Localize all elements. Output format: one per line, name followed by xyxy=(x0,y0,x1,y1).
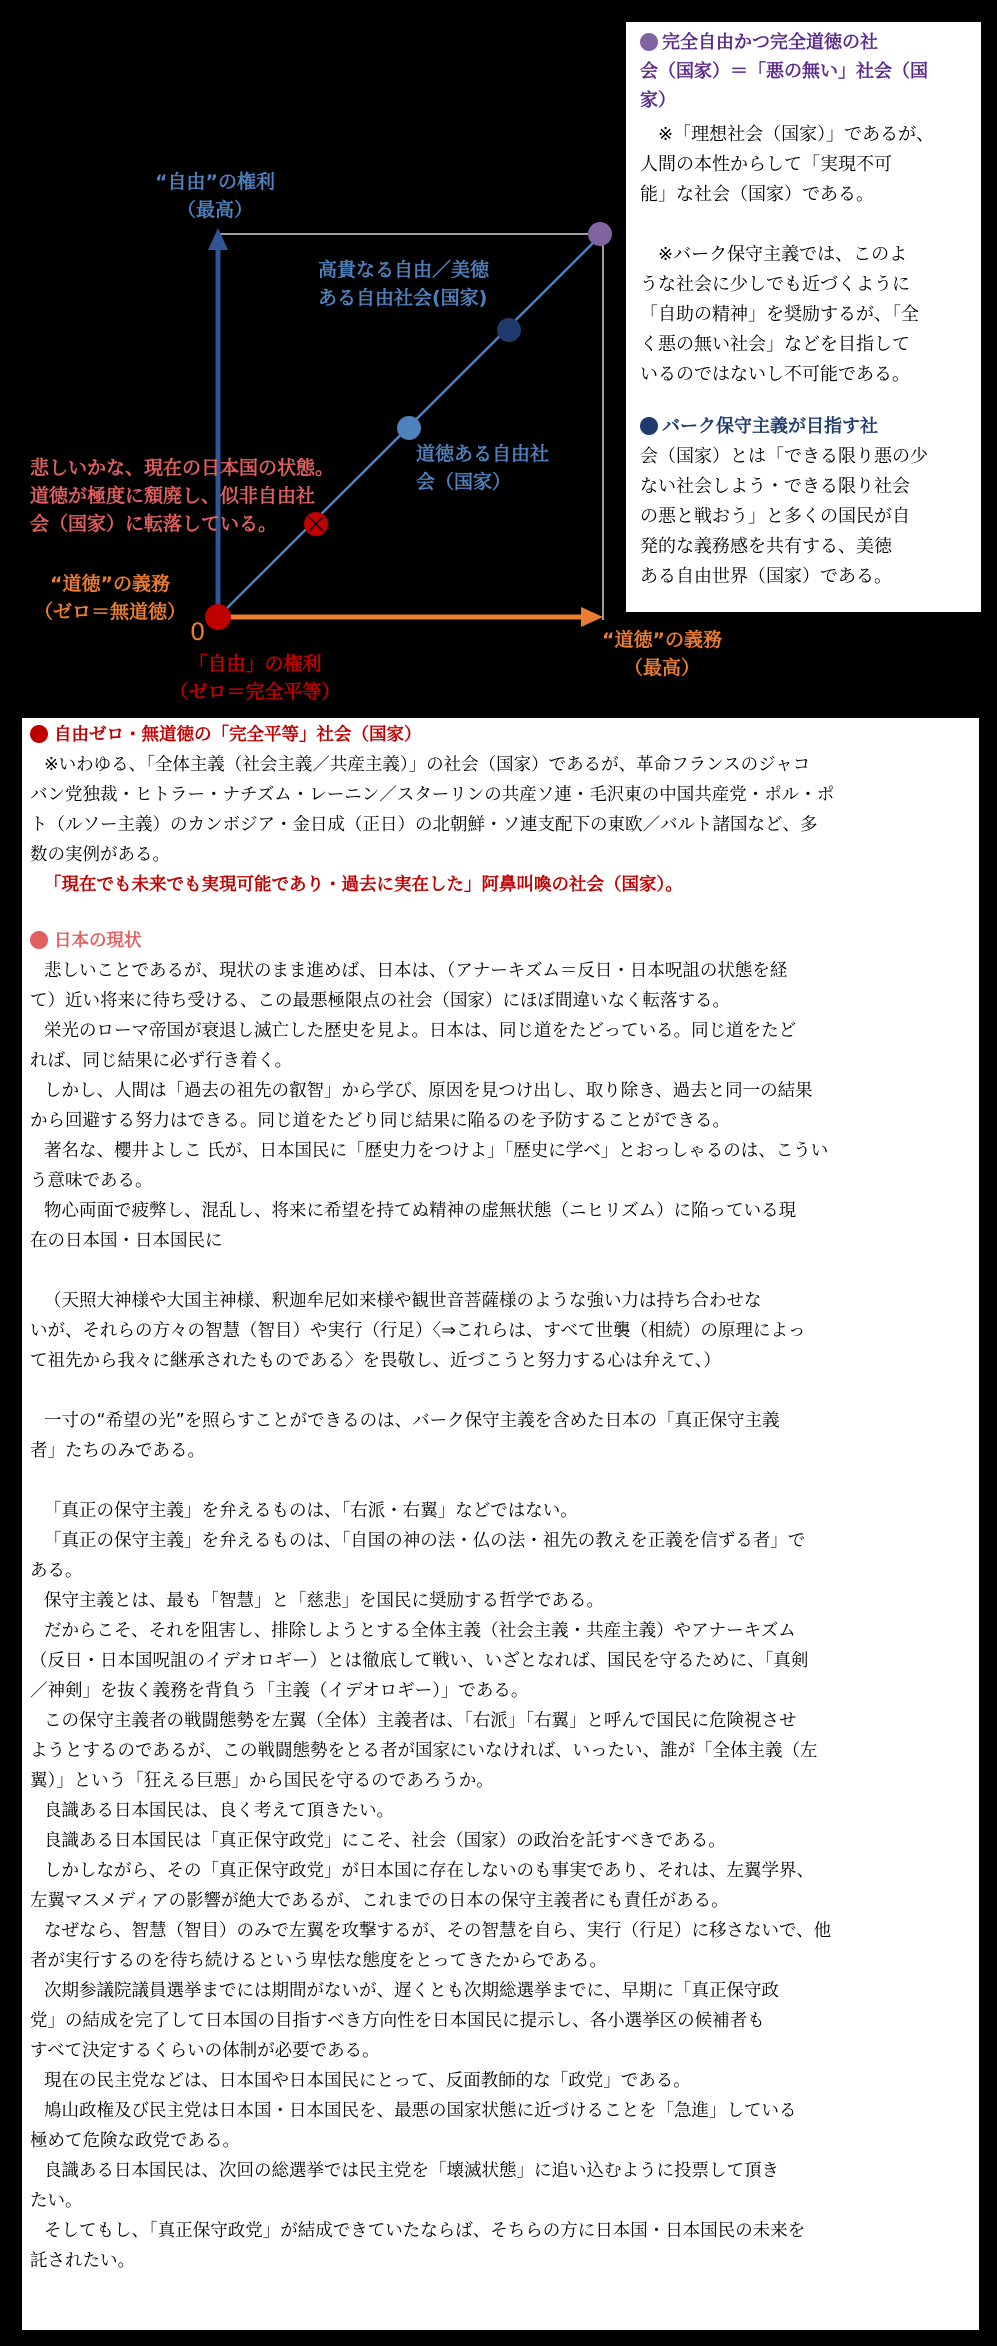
burke-line: く悪の無い社会」などを目指して xyxy=(640,334,910,355)
section-line: ※いわゆる、「全体主義（社会主義／共産主義）」の社会（国家）であるが、革命フランスのジャコ xyxy=(44,755,811,775)
y-axis-label-line: （最高） xyxy=(176,199,253,221)
body-line xyxy=(30,1256,975,1286)
moral-society-line: 会（国家） xyxy=(416,471,512,493)
origin-zero-label: 0 xyxy=(190,618,206,646)
japan-situation-body xyxy=(30,956,975,2276)
noble-society-label xyxy=(318,256,538,312)
body-line: 者」たちのみである。 xyxy=(30,1441,205,1461)
body-line: 鳩山政権及び民主党は日本国・日本国民を、最悪の国家状態に近づけることを「急進」している xyxy=(44,2101,797,2121)
body-line: （反日・日本国呪詛のイデオロギー）とは徹底して戦い、いざとなれば、国民を守るために、「真剣 xyxy=(30,1651,809,1671)
origin-point xyxy=(205,604,231,630)
body-line: たい。 xyxy=(30,2191,83,2211)
body-line: ある。 xyxy=(30,1561,83,1581)
body-line: この保守主義者の戦闘態勢を左翼（全体）主義者は、「右派」「右翼」と呼んで国民に危険視させ xyxy=(44,1711,797,1731)
heading-text: 完全自由かつ完全道徳の社 xyxy=(662,32,878,53)
section-line: バン党独裁・ヒトラー・ナチズム・レーニン／スターリンの共産ソ連・毛沢東の中国共産党・ポル・ポ xyxy=(30,785,835,805)
y-axis-label xyxy=(140,168,290,224)
y-axis-label-line: “自由”の権利 xyxy=(155,171,275,193)
moral-society-line: 道徳ある自由社 xyxy=(416,443,550,465)
goal-line: の悪と戦おう」と多くの国民が自 xyxy=(640,506,910,527)
body-line: 者が実行するのを待ち続けるという卑怯な態度をとってきたからである。 xyxy=(30,1951,607,1971)
lower-text-panel xyxy=(22,718,979,2330)
ideal-society-panel xyxy=(626,22,981,612)
goal-text: バーク保守主義が目指す社 xyxy=(662,416,878,437)
moral-society-label xyxy=(416,440,596,496)
body-line: から回避する努力はできる。同じ道をたどり同じ結果に陥るのを予防することができる。 xyxy=(30,1111,730,1131)
origin-morality-label xyxy=(30,570,190,626)
body-line: て）近い将来に待ち受ける、この最悪極限点の社会（国家）にほぼ間違いなく転落する。 xyxy=(30,991,730,1011)
body-line: う意味である。 xyxy=(30,1171,153,1191)
section-line: 数の実例がある。 xyxy=(30,845,170,865)
body-line: 現在の民主党などは、日本国や日本国民にとって、反面教師的な「政党」である。 xyxy=(44,2071,691,2091)
note-line: 人間の本性からして「実現不可 xyxy=(640,154,892,175)
japan-situation-section xyxy=(30,926,975,2276)
origin-freedom-line: 「自由」の権利 xyxy=(188,653,322,675)
body-line: 在の日本国・日本国民に xyxy=(30,1231,223,1251)
burke-line: ※バーク保守主義では、このよ xyxy=(658,244,908,265)
body-line: て祖先から我々に継承されたものである〉を畏敬し、近づこうと努力する心は弁えて、） xyxy=(30,1351,721,1371)
body-line xyxy=(30,1376,975,1406)
body-line: 保守主義とは、最も「智慧」と「慈悲」を国民に奨励する哲学である。 xyxy=(44,1591,604,1611)
body-line: 左翼マスメディアの影響が絶大であるが、これまでの日本の保守主義者にも責任がある。 xyxy=(30,1891,729,1911)
body-line: れば、同じ結果に必ず行き着く。 xyxy=(30,1051,293,1071)
body-line: 良識ある日本国民は、次回の総選挙では民主党を「壊滅状態」に追い込むように投票して頂き xyxy=(44,2161,779,2181)
note-line: ※「理想社会（国家）」であるが、 xyxy=(658,124,935,145)
body-line: 栄光のローマ帝国が衰退し滅亡した歴史を見よ。日本は、同じ道をたどっている。同じ道をたど xyxy=(44,1021,797,1041)
body-line: 物心両面で疲弊し、混乱し、将来に希望を持てぬ精神の虚無状態（ニヒリズム）に陥っている現 xyxy=(44,1201,797,1221)
noble-society-line: 高貴なる自由／美徳 xyxy=(318,259,490,281)
body-line: だからこそ、それを阻害し、排除しようとする全体主義（社会主義・共産主義）やアナーキズム xyxy=(44,1621,796,1641)
ideal-society-point xyxy=(588,222,612,246)
burke-goal xyxy=(640,412,980,592)
body-line: 良識ある日本国民は「真正保守政党」にこそ、社会（国家）の政治を託すべきである。 xyxy=(44,1831,726,1851)
origin-morality-line: “道徳”の義務 xyxy=(50,573,170,595)
note-line: 能」な社会（国家）である。 xyxy=(640,184,874,205)
x-axis-label-line: “道徳”の義務 xyxy=(602,629,722,651)
body-line: （天照大神様や大国主神様、釈迦牟尼如来様や観世音菩薩様のような強い力は持ち合わせな xyxy=(44,1291,762,1311)
japan-state-line: 会（国家）に転落している。 xyxy=(30,513,278,535)
body-line: すべて決定するくらいの体制が必要である。 xyxy=(30,2041,380,2061)
heading-line xyxy=(640,28,975,57)
section-line: ト（ルソー主義）のカンボジア・金日成（正日）の北朝鮮・ソ連支配下の東欧／バルト諸国など、多 xyxy=(30,815,818,835)
section-title-text: 日本の現状 xyxy=(54,931,142,951)
x-axis-arrow-icon xyxy=(581,607,603,627)
body-line: 一寸の“希望の光”を照らすことができるのは、バーク保守主義を含めた日本の「真正保守主義 xyxy=(44,1411,780,1431)
body-line: 翼）」という「狂える巨悪」から国民を守るのであろうか。 xyxy=(30,1771,494,1791)
body-line: しかしながら、その「真正保守政党」が日本国に存在しないのも事実であり、それは、左翼学界、 xyxy=(44,1861,814,1881)
body-line: ／神剣」を抜く義務を背負う「主義（イデオロギー）」である。 xyxy=(30,1681,529,1701)
body-line: 「真正の保守主義」を弁えるものは、「右派・右翼」などではない。 xyxy=(44,1501,578,1521)
body-line: なぜなら、智慧（智目）のみで左翼を攻撃するが、その智慧を自ら、実行（行足）に移さないで、他 xyxy=(44,1921,832,1941)
origin-morality-line: （ゼロ＝無道徳） xyxy=(33,601,186,623)
burke-line: いるのではないし不可能である。 xyxy=(640,364,910,385)
noble-society-line: ある自由社会(国家) xyxy=(318,287,488,309)
body-line: いが、それらの方々の智慧（智目）や実行（行足）〈⇒これらは、すべて世襲（相続）の原理によっ xyxy=(30,1321,806,1341)
y-axis-arrow-icon xyxy=(208,228,228,250)
section-title-text: 自由ゼロ・無道徳の「完全平等」社会（国家） xyxy=(54,725,422,745)
burke-line: 「自助の精神」を奨励するが、「全 xyxy=(640,304,919,325)
body-line: 党」の結成を完了して日本国の目指すべき方向性を日本国民に提示し、各小選挙区の候補者も xyxy=(30,2011,765,2031)
body-line: 託されたい。 xyxy=(30,2251,135,2271)
japan-state-label xyxy=(30,454,390,538)
heading-text: 家） xyxy=(640,90,676,111)
origin-freedom-label xyxy=(150,650,360,706)
body-line: 次期参議院議員選挙までには期間がないが、遅くとも次期総選挙までに、早期に「真正保守政 xyxy=(44,1981,779,2001)
noble-society-point xyxy=(497,318,521,342)
goal-line: ない社会しよう・できる限り社会 xyxy=(640,476,910,497)
goal-line xyxy=(640,412,980,442)
red-dot-icon xyxy=(30,725,48,743)
body-line xyxy=(30,1466,975,1496)
purple-dot-icon xyxy=(640,33,658,51)
body-line: 悲しいことであるが、現状のまま進めば、日本は、（アナーキズム＝反日・日本呪詛の状態を経 xyxy=(44,961,788,981)
goal-line: 会（国家）とは「できる限り悪の少 xyxy=(640,446,928,467)
heading-text: 会（国家）＝「悪の無い」社会（国 xyxy=(640,61,928,82)
japan-state-line: 悲しいかな、現在の日本国の状態。 xyxy=(30,457,335,479)
body-line: 良識ある日本国民は、良く考えて頂きたい。 xyxy=(44,1801,394,1821)
blue-dot-icon xyxy=(640,417,658,435)
body-line: 極めて危険な政党である。 xyxy=(30,2131,240,2151)
section-line: 「現在でも未来でも実現可能であり・過去に実在した」阿鼻叫喚の社会（国家）。 xyxy=(44,875,683,895)
body-line: 著名な、櫻井よしこ 氏が、日本国民に「歴史力をつけよ」「歴史に学べ」とおっしゃるのは、こうい xyxy=(44,1141,829,1161)
goal-line: ある自由世界（国家）である。 xyxy=(640,566,892,587)
section-title xyxy=(30,926,975,956)
ideal-society-heading xyxy=(640,28,975,115)
burke-note xyxy=(640,240,980,390)
section-title xyxy=(30,720,975,750)
totalitarian-section xyxy=(30,720,975,900)
body-line: 「真正の保守主義」を弁えるものは、「自国の神の法・仏の法・祖先の教えを正義を信ずる者」で xyxy=(44,1531,806,1551)
ideal-note xyxy=(640,120,980,210)
body-line: ようとするのであるが、この戦闘態勢をとる者が国家にいなければ、いったい、誰が「全体主義（左 xyxy=(30,1741,818,1761)
x-axis-label-line: （最高） xyxy=(623,657,700,679)
x-axis-label xyxy=(572,626,752,682)
moral-society-point xyxy=(397,416,421,440)
goal-line: 発的な義務感を共有する、美徳 xyxy=(640,536,892,557)
burke-line: うな社会に少しでも近づくように xyxy=(640,274,910,295)
body-line: そしてもし、「真正保守政党」が結成できていたならば、そちらの方に日本国・日本国民の未来を xyxy=(44,2221,806,2241)
japan-state-line: 道徳が極度に頽廃し、似非自由社 xyxy=(30,485,316,507)
pink-dot-icon xyxy=(30,931,48,949)
origin-freedom-line: （ゼロ＝完全平等） xyxy=(169,681,341,703)
body-line: しかし、人間は「過去の祖先の叡智」から学び、原因を見つけ出し、取り除き、過去と同一の結果 xyxy=(44,1081,813,1101)
